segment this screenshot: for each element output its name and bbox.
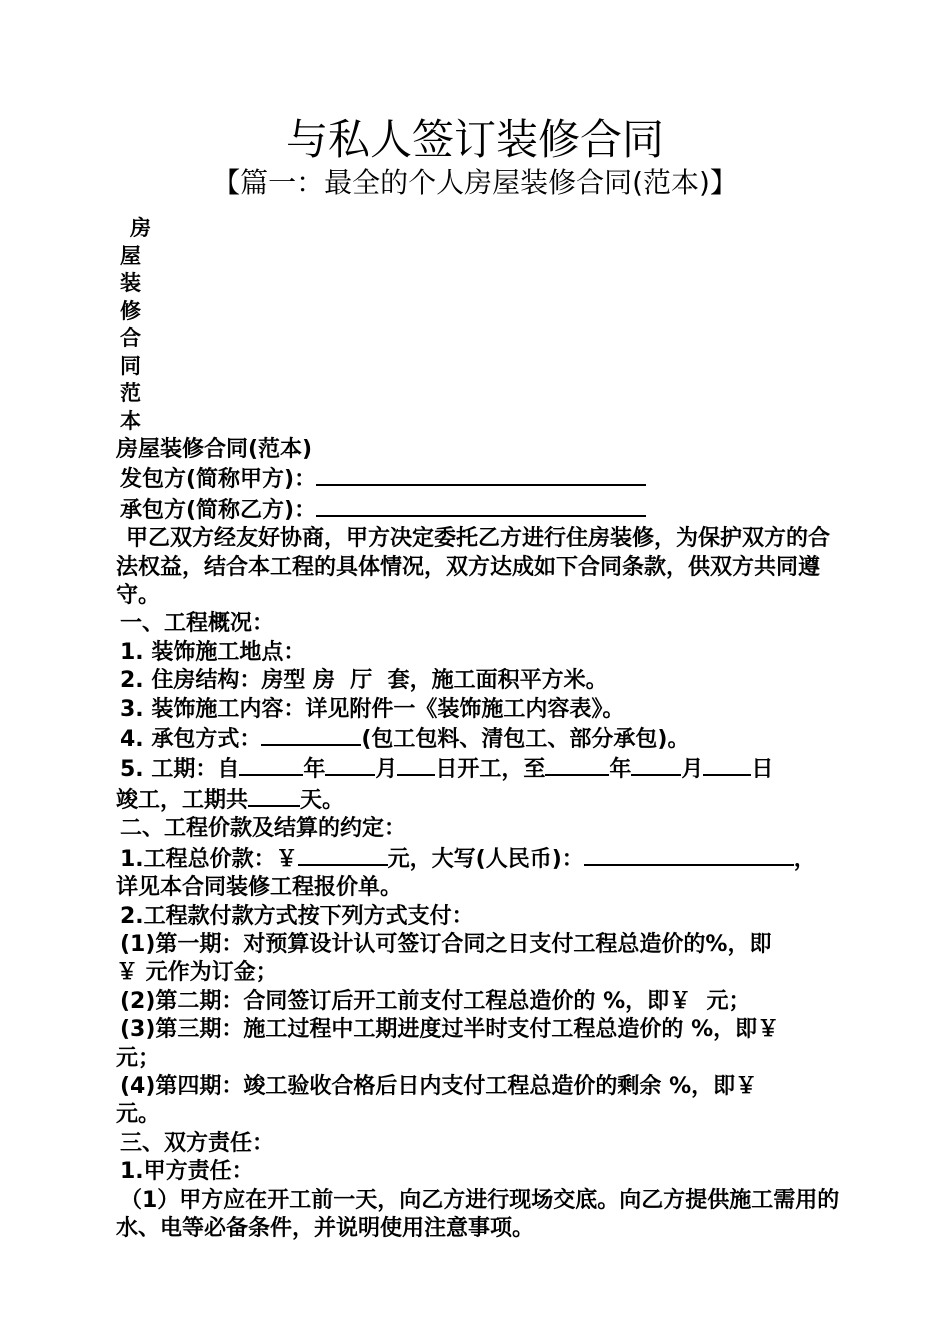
payment-phase-1-cont: ￥ 元作为订金； (116, 960, 278, 986)
vertical-char: 修 (120, 298, 141, 323)
duration-unit: 天。 (300, 787, 345, 813)
payment-phase-2: (2)第二期：合同签订后开工前支付工程总造价的 %，即￥ 元； (120, 988, 751, 1014)
total-price-words-label: 元，大写(人民币)： (387, 846, 584, 872)
comma: ， (793, 846, 816, 872)
vertical-char: 本 (120, 408, 141, 433)
clause-1-4-label: 4. 承包方式： (120, 727, 262, 753)
contract-body (116, 436, 846, 1243)
payment-phase-4: (4)第四期：竣工验收合格后日内支付工程总造价的剩余 %，即￥ (120, 1073, 758, 1099)
period-year-label: 年 (303, 757, 326, 783)
period-label: 5. 工期：自 (120, 757, 240, 783)
party-b-blank[interactable] (316, 495, 646, 517)
section-1-heading: 一、工程概况： (120, 611, 275, 637)
clause-1-5-cont (116, 785, 846, 815)
period-end-year-label: 年 (609, 757, 632, 783)
clause-1-1: 1. 装饰施工地点： (120, 639, 306, 665)
total-price-words-blank[interactable] (584, 844, 794, 866)
payment-phase-4-cont: 元。 (116, 1102, 161, 1128)
section-2-heading: 二、工程价款及结算的约定： (120, 816, 407, 842)
period-month-label: 月 (375, 757, 398, 783)
intro-paragraph: 甲乙双方经友好协商，甲方决定委托乙方进行住房装修，为保护双方的合法权益，结合本工程的具体情况，双方达成如下合同条款，供双方共同遵守。 (116, 526, 831, 609)
total-price-blank[interactable] (298, 844, 388, 866)
clause-2-1-cont: 详见本合同装修工程报价单。 (116, 875, 403, 901)
clause-3-1-1: （1）甲方应在开工前一天，向乙方进行现场交底。向乙方提供施工需用的水、电等必备条件，并说明使用注意事项。 (116, 1187, 840, 1241)
total-price-label: 1.工程总价款：￥ (120, 846, 298, 872)
start-year-blank[interactable] (239, 754, 303, 776)
clause-1-5 (116, 754, 846, 784)
contract-heading: 房屋装修合同(范本) (116, 437, 313, 462)
vertical-char: 装 (120, 271, 141, 295)
period-end-day-label: 日 (751, 757, 774, 783)
clause-1-4 (116, 724, 846, 754)
payment-phase-3: (3)第三期：施工过程中工期进度过半时支付工程总造价的 %，即￥ (120, 1017, 780, 1043)
clause-1-4-options: (包工包料、清包工、部分承包)。 (361, 727, 690, 753)
end-year-blank[interactable] (545, 754, 609, 776)
period-start-label: 日开工，至 (435, 757, 546, 783)
clause-3-1: 1.甲方责任： (120, 1159, 254, 1185)
duration-label: 竣工，工期共 (116, 787, 249, 813)
party-a-line (116, 464, 846, 494)
payment-phase-1: (1)第一期：对预算设计认可签订合同之日支付工程总造价的%，即 (120, 931, 772, 957)
vertical-char: 合 (120, 326, 141, 350)
period-end-month-label: 月 (681, 757, 704, 783)
vertical-char: 同 (120, 353, 141, 378)
clause-1-3: 3. 装饰施工内容：详见附件一《装饰施工内容表》。 (120, 696, 625, 722)
end-day-blank[interactable] (703, 754, 751, 776)
party-b-line (116, 495, 846, 525)
start-day-blank[interactable] (397, 754, 435, 776)
document-subtitle: 【篇一：最全的个人房屋装修合同(范本)】 (212, 166, 738, 199)
clause-2-2: 2.工程款付款方式按下列方式支付： (120, 903, 474, 929)
party-a-label: 发包方(简称甲方)： (120, 467, 317, 493)
end-month-blank[interactable] (631, 754, 681, 776)
document-title: 与私人签订装修合同 (285, 115, 664, 164)
contract-mode-blank[interactable] (261, 724, 361, 746)
start-month-blank[interactable] (325, 754, 375, 776)
duration-blank[interactable] (248, 785, 300, 807)
vertical-heading (120, 215, 154, 435)
vertical-char: 屋 (120, 243, 141, 268)
vertical-char: 房 (130, 216, 151, 240)
clause-1-2: 2. 住房结构：房型 房 厅 套，施工面积平方米。 (120, 668, 608, 694)
party-a-blank[interactable] (316, 464, 646, 486)
clause-2-1 (116, 844, 846, 874)
vertical-char: 范 (120, 381, 141, 405)
section-3-heading: 三、双方责任： (120, 1130, 275, 1156)
party-b-label: 承包方(简称乙方)： (120, 497, 317, 523)
payment-phase-3-cont: 元； (116, 1045, 161, 1071)
